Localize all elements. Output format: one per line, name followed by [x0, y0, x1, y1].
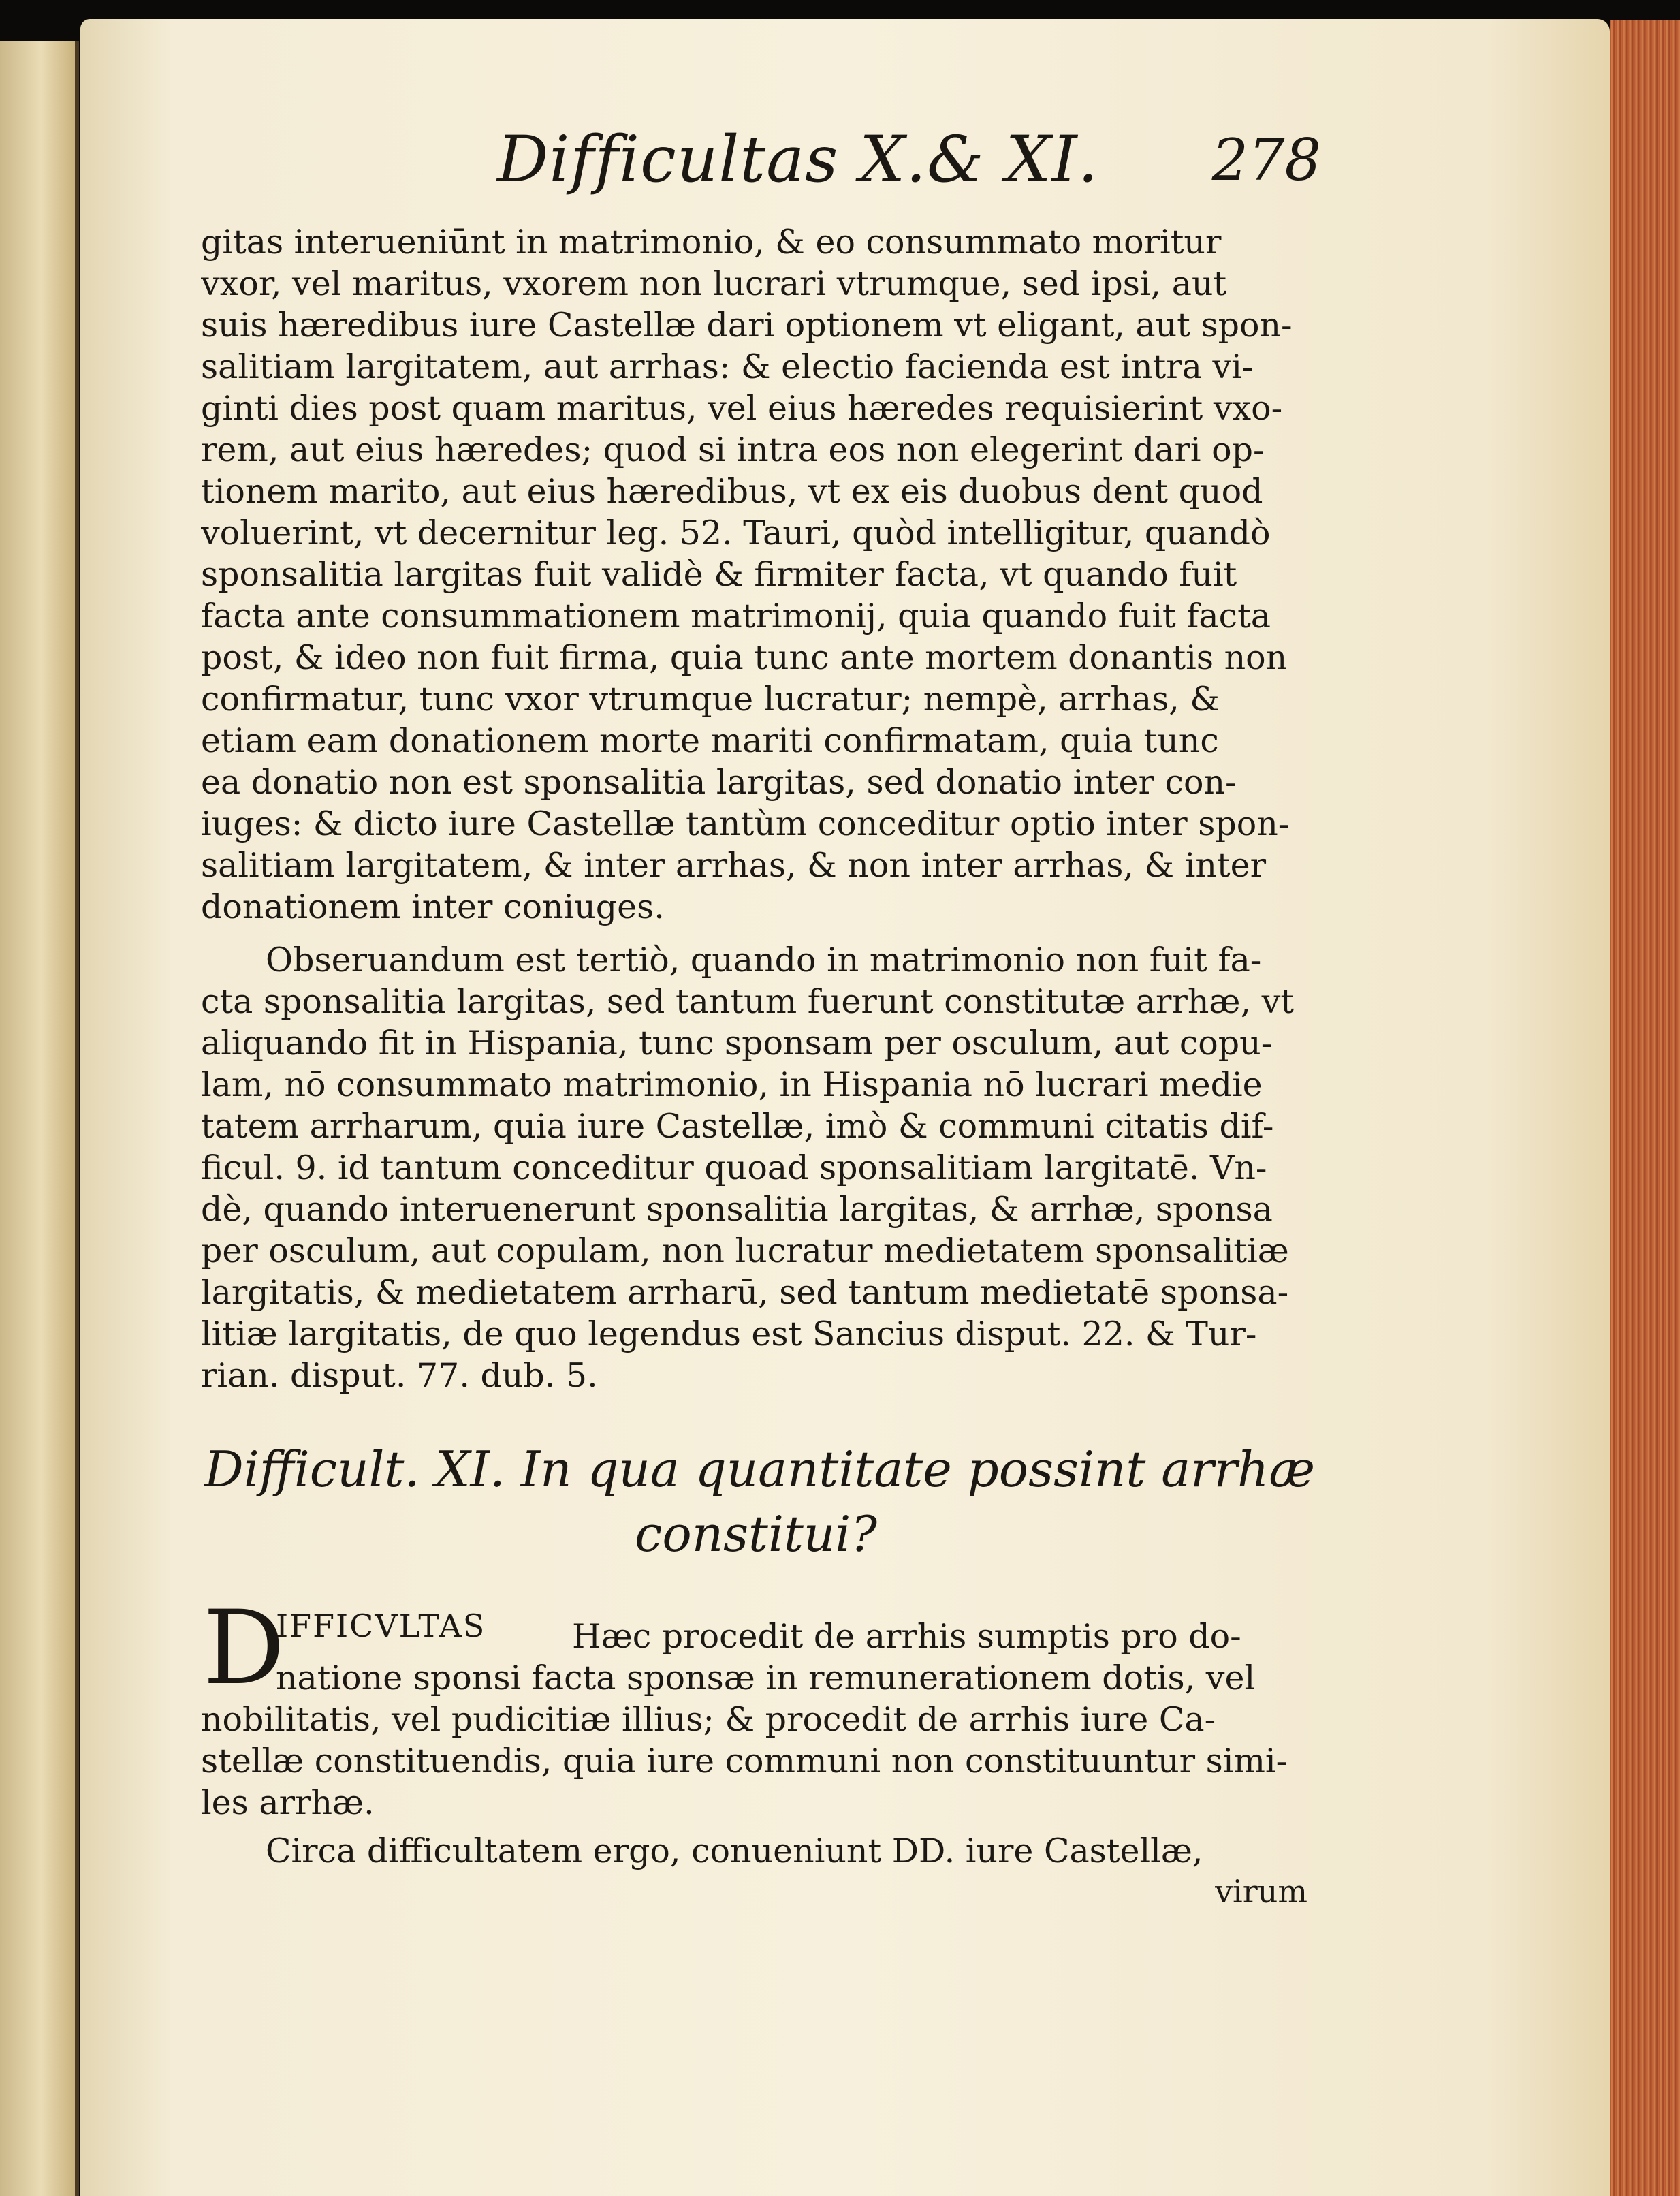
running-title: Difficultas X.& XI.: [497, 123, 1099, 197]
text-line: ficul. 9. id tantum conceditur quoad sponsalitiam largitatē. Vn-: [201, 1148, 1267, 1187]
text-line: tatem arrharum, quia iure Castellæ, imò & communi citatis dif-: [201, 1107, 1274, 1146]
text-line: cta sponsalitia largitas, sed tantum fuerunt constitutæ arrhæ, vt: [201, 982, 1295, 1021]
text-line: iuges: & dicto iure Castellæ tantùm conceditur optio inter spon-: [201, 804, 1290, 843]
text-line: per osculum, aut copulam, non lucratur medietatem sponsalitiæ: [201, 1232, 1289, 1270]
text-line: rem, aut eius hæredes; quod si intra eos non elegerint dari op-: [201, 430, 1265, 469]
text-line: ea donatio non est sponsalitia largitas, sed donatio inter con-: [201, 763, 1237, 802]
facing-page-edge: [0, 41, 79, 2196]
page-fore-edge: [1610, 20, 1680, 2196]
text-line: litiæ largitatis, de quo legendus est Sancius disput. 22. & Tur-: [201, 1315, 1257, 1353]
text-line: post, & ideo non fuit firma, quia tunc ante mortem donantis non: [201, 638, 1288, 677]
text-line: rian. disput. 77. dub. 5.: [201, 1356, 598, 1395]
text-line: Circa difficultatem ergo, conueniunt DD. iure Castellæ,: [266, 1832, 1203, 1870]
text-line: stellæ constituendis, quia iure communi non constituuntur simi-: [201, 1742, 1288, 1781]
text-line: voluerint, vt decernitur leg. 52. Tauri, quòd intelligitur, quandò: [201, 514, 1271, 552]
text-line: largitatis, & medietatem arrharū, sed tantum medietatē sponsa-: [201, 1273, 1289, 1312]
text-line: les arrhæ.: [201, 1783, 375, 1822]
text-line: salitiam largitatem, aut arrhas: & electio facienda est intra vi-: [201, 347, 1254, 386]
drop-cap-initial: D: [203, 1589, 285, 1708]
section-heading: Difficult. XI. In qua quantitate possint arrhæ: [204, 1441, 1316, 1498]
text-line: ginti dies post quam maritus, vel eius hæredes requisierint vxo-: [201, 389, 1283, 428]
text-line: vxor, vel maritus, vxorem non lucrari vtrumque, sed ipsi, aut: [201, 264, 1227, 303]
section-heading-continued: constitui?: [635, 1505, 877, 1563]
text-line: nobilitatis, vel pudicitiæ illius; & procedit de arrhis iure Ca-: [201, 1700, 1216, 1739]
text-line: confirmatur, tunc vxor vtrumque lucratur; nempè, arrhas, &: [201, 680, 1220, 719]
text-line: gitas interueniūnt in matrimonio, & eo consummato moritur: [201, 223, 1222, 262]
page-header: [443, 123, 1321, 204]
text-line: tionem marito, aut eius hæredibus, vt ex eis duobus dent quod: [201, 472, 1263, 511]
text-line: natione sponsi facta sponsæ in remunerationem dotis, vel: [276, 1659, 1256, 1697]
text-line: donationem inter coniuges.: [201, 888, 665, 926]
text-line: dè, quando interuenerunt sponsalitia largitas, & arrhæ, sponsa: [201, 1190, 1273, 1229]
catchword: virum: [1215, 1873, 1307, 1910]
text-line: lam, nō consummato matrimonio, in Hispania nō lucrari medie: [201, 1065, 1263, 1104]
text-line: facta ante consummationem matrimonij, quia quando fuit facta: [201, 597, 1271, 636]
text-line: suis hæredibus iure Castellæ dari optionem vt eligant, aut spon-: [201, 306, 1293, 345]
drop-cap-word: IFFICVLTAS: [276, 1607, 486, 1644]
text-line: salitiam largitatem, & inter arrhas, & non inter arrhas, & inter: [201, 846, 1267, 885]
text-line: sponsalitia largitas fuit validè & firmiter facta, vt quando fuit: [201, 555, 1237, 594]
text-line: Obseruandum est tertiò, quando in matrimonio non fuit fa-: [266, 941, 1262, 979]
text-line: etiam eam donationem morte mariti confirmatam, quia tunc: [201, 721, 1219, 760]
text-line: Hæc procedit de arrhis sumptis pro do-: [572, 1617, 1241, 1656]
text-line: aliquando fit in Hispania, tunc sponsam per osculum, aut copu-: [201, 1024, 1273, 1063]
page-number: 278: [1211, 127, 1321, 193]
